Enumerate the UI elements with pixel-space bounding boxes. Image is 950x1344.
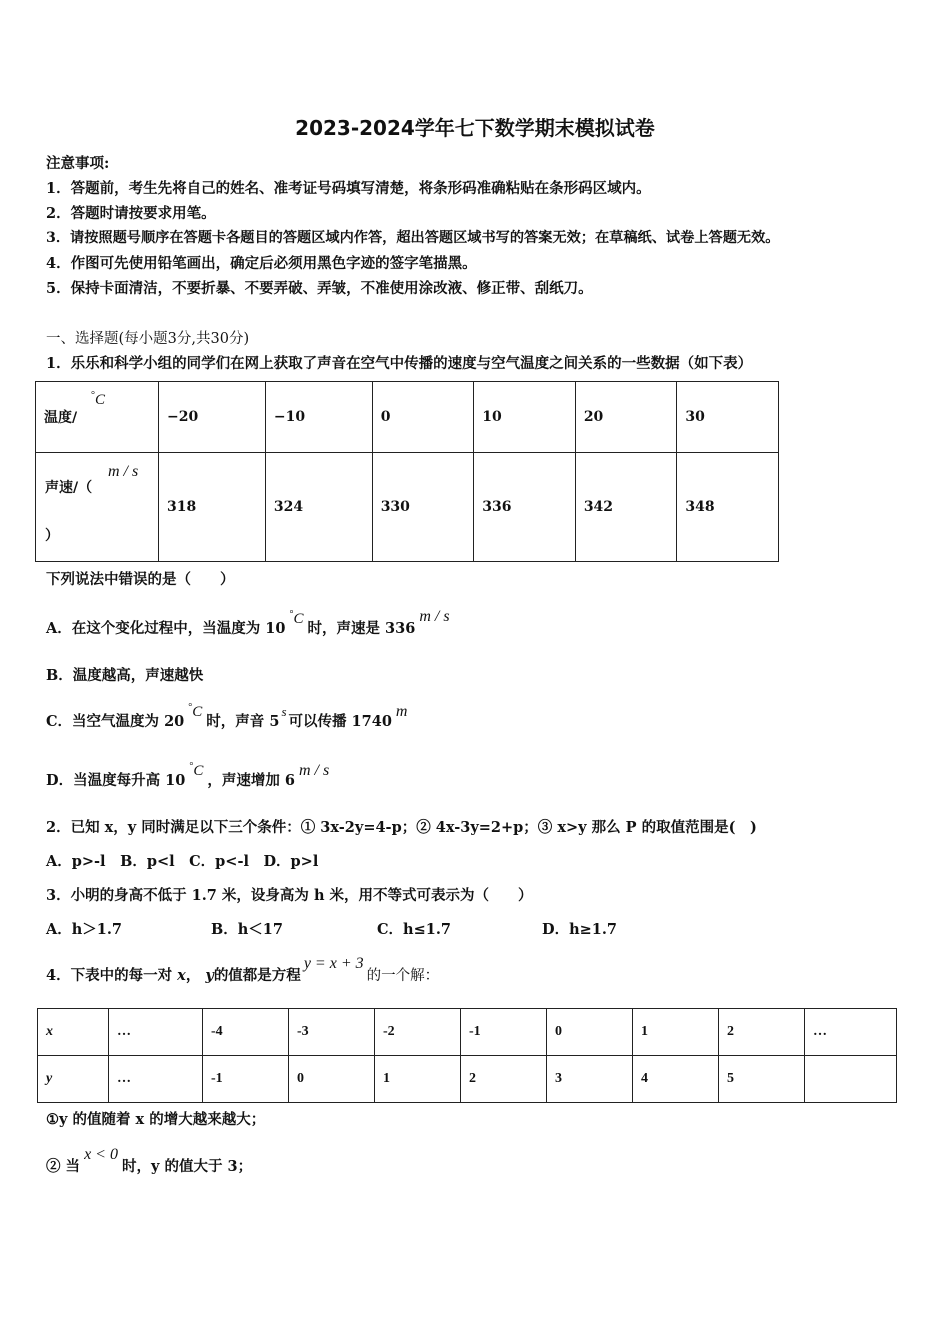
table-row — [36, 382, 779, 453]
q3-option-c: C．h≤1.7 — [377, 921, 451, 938]
q3-option-a: A．h＞1.7 — [46, 921, 123, 938]
section-heading: 一、选择题(每小题3分,共30分) — [46, 331, 250, 347]
q4-stem: 4．下表中的每一对 x， y的值都是方程y = x + 3的一个解： — [46, 955, 440, 984]
table-cell: 348 — [677, 453, 779, 562]
speed-label-close: ） — [45, 528, 59, 544]
q1-prompt: 下列说法中错误的是（ ） — [46, 571, 235, 588]
q1-stem: 1．乐乐和科学小组的同学们在网上获取了声音在空气中传播的速度与空气温度之间关系的一些数据（如下表） — [46, 355, 753, 372]
table-cell: 2 — [461, 1056, 547, 1103]
table-cell: 4 — [633, 1056, 719, 1103]
table-cell: 30 — [677, 382, 779, 453]
page-title: 2023-2024学年七下数学期末模拟试卷 — [295, 116, 655, 140]
celsius-unit: °C — [91, 390, 106, 408]
table-cell: -1 — [461, 1009, 547, 1056]
table-cell: −10 — [265, 382, 372, 453]
q1-table — [35, 381, 779, 562]
table-cell: −20 — [159, 382, 266, 453]
table-row — [36, 453, 779, 562]
table-cell: … — [109, 1009, 203, 1056]
table-row — [38, 1056, 897, 1103]
note-item: 4．作图可先使用铅笔画出，确定后必须用黑色字迹的签字笔描黑。 — [46, 255, 477, 272]
q3-stem: 3．小明的身高不低于 1.7 米，设身高为 h 米，用不等式可表示为（ ） — [46, 887, 533, 904]
q2-options: A．p>-l B．p<l C．p<-l D．p>l — [46, 853, 319, 870]
equation: y = x + 3 — [303, 955, 364, 972]
table-cell: 324 — [265, 453, 372, 562]
table-cell: -3 — [289, 1009, 375, 1056]
table-cell: 3 — [547, 1056, 633, 1103]
note-item: 2．答题时请按要求用笔。 — [46, 205, 216, 222]
speed-label: 声速/（ — [45, 480, 93, 496]
table-cell: 0 — [289, 1056, 375, 1103]
notes-heading: 注意事项: — [46, 155, 110, 172]
table-cell: … — [805, 1009, 897, 1056]
q1-option-b: B．温度越高，声速越快 — [46, 667, 204, 684]
note-item: 3．请按照题号顺序在答题卡各题目的答题区域内作答，超出答题区域书写的答案无效；在草稿纸、试卷上答题无效。 — [46, 230, 780, 246]
q4-statement-1: ①y 的值随着 x 的增大越来越大； — [46, 1111, 266, 1128]
table-cell: 20 — [575, 382, 677, 453]
table-cell: 10 — [474, 382, 576, 453]
q1-option-d: D．当温度每升高 10°C，声速增加 6m / s — [46, 761, 330, 789]
speed-unit: m / s — [108, 463, 139, 480]
table-row — [38, 1009, 897, 1056]
table-cell — [805, 1056, 897, 1103]
note-item: 1．答题前，考生先将自己的姓名、准考证号码填写清楚，将条形码准确粘贴在条形码区域内。 — [46, 180, 651, 197]
note-item: 5．保持卡面清洁，不要折暴、不要弄破、弄皱，不准使用涂改液、修正带、刮纸刀。 — [46, 280, 593, 297]
q4-table — [37, 1008, 897, 1103]
q4-statement-2: ② 当x < 0时，y 的值大于 3； — [46, 1146, 253, 1175]
speed-label-cell — [36, 453, 159, 562]
temp-label-cell — [36, 382, 159, 453]
table-cell: 318 — [159, 453, 266, 562]
table-cell: -4 — [203, 1009, 289, 1056]
q2-stem: 2．已知 x，y 同时满足以下三个条件：① 3x-2y=4-p；② 4x-3y=2+p；③ x>y 那么 P 的取值范围是( ) — [46, 819, 757, 836]
table-cell: 336 — [474, 453, 576, 562]
table-cell: y — [38, 1056, 109, 1103]
table-cell: 330 — [372, 453, 474, 562]
table-cell: 0 — [372, 382, 474, 453]
table-cell: 342 — [575, 453, 677, 562]
table-cell: 1 — [633, 1009, 719, 1056]
q3-option-b: B．h＜17 — [211, 921, 283, 938]
table-cell: 1 — [375, 1056, 461, 1103]
table-cell: -2 — [375, 1009, 461, 1056]
q1-option-a: A．在这个变化过程中，当温度为 10°C时，声速是 336m / s — [46, 608, 450, 637]
temp-label: 温度/ — [44, 410, 78, 426]
q3-option-d: D．h≥1.7 — [542, 921, 617, 938]
table-cell: 0 — [547, 1009, 633, 1056]
table-cell: 5 — [719, 1056, 805, 1103]
table-cell: x — [38, 1009, 109, 1056]
table-cell: -1 — [203, 1056, 289, 1103]
q1-option-c: C．当空气温度为 20°C时，声音 5s可以传播 1740m — [46, 702, 408, 730]
table-cell: … — [109, 1056, 203, 1103]
table-cell: 2 — [719, 1009, 805, 1056]
